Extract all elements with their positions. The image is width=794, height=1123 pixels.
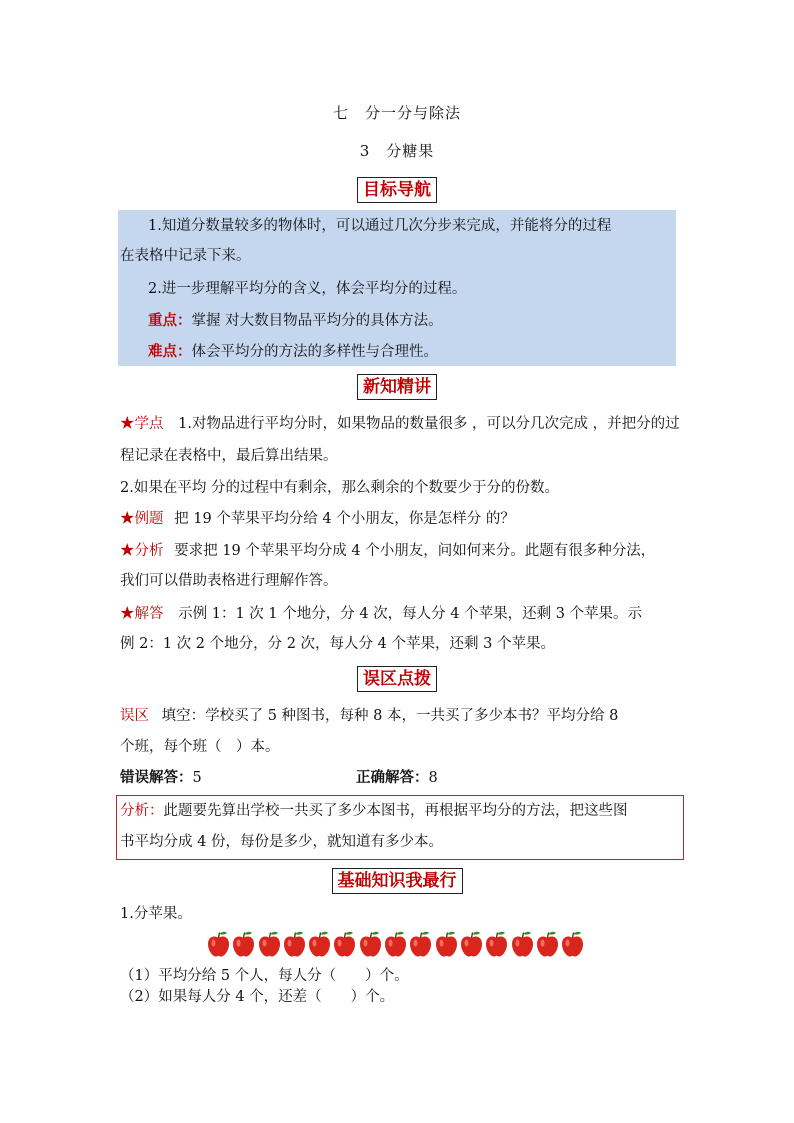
apple-icon: [383, 930, 408, 958]
apple-icon: [459, 930, 484, 958]
wrong-answer: [120, 768, 202, 788]
answer-text-a: 示例 1：1 次 1 个地分，分 4 次，每人分 4 个苹果，还剩 3 个苹果。示: [178, 606, 643, 622]
mistake-question-b: 个班，每个班（ ）本。: [120, 739, 280, 755]
point-line-b: 程记录在表格中，最后算出结果。: [120, 448, 338, 464]
apple-icon: [282, 930, 307, 958]
apple-icon: [510, 930, 535, 958]
right-answer-label: 正确解答：: [356, 769, 429, 786]
basics-heading: [0, 868, 794, 894]
question-1-1: （1）平均分给 5 个人，每人分（ ）个。: [120, 968, 409, 984]
goal-item-1a: 1.知道分数量较多的物体时，可以通过几次分步来完成，并能将分的过程: [148, 218, 612, 234]
mistake-heading-label: 误区点拨: [357, 666, 437, 692]
analysis-line-a: [120, 541, 655, 561]
apple-icon: [307, 930, 332, 958]
goal-key-text: 掌握 对大数目物品平均分的具体方法。: [191, 313, 443, 329]
basics-heading-label: 基础知识我最行: [332, 868, 463, 894]
goal-key: [148, 311, 443, 331]
apple-row: [206, 930, 585, 960]
right-answer-value: 8: [428, 770, 438, 786]
apple-icon: [535, 930, 560, 958]
mistake-question-text-a: 填空：学校买了 5 种图书，每种 8 本，一共买了多少本书？平均分给 8: [161, 708, 619, 724]
point-line-2: 2.如果在平均 分的过程中有剩余，那么剩余的个数要少于分的份数。: [120, 480, 559, 496]
point-label: 学点: [134, 416, 164, 432]
example-label: 例题: [134, 511, 164, 527]
point-line-a: [120, 414, 680, 434]
example-text: 把 19 个苹果平均分给 4 个小朋友，你是怎样分 的？: [174, 511, 515, 527]
mistake-analysis-text-a: 此题要先算出学校一共买了多少本图书，再根据平均分的方法，把这些图: [163, 803, 628, 819]
unit-title: 七 分一分与除法: [332, 104, 461, 122]
apple-icon: [257, 930, 282, 958]
goal-item-1b: 在表格中记录下来。: [120, 248, 251, 264]
star-icon: ★: [120, 606, 135, 622]
question-1-2: （2）如果每人分 4 个，还差（ ）个。: [120, 989, 395, 1005]
apple-icon: [560, 930, 585, 958]
star-icon: ★: [120, 511, 135, 527]
wrong-answer-value: 5: [192, 770, 202, 786]
goals-heading-label: 目标导航: [357, 177, 437, 203]
answer-line-a: [120, 604, 642, 624]
mistake-label: 误区: [120, 708, 149, 724]
lesson-title: 3 分糖果: [359, 142, 435, 160]
answer-line-b: 例 2：1 次 2 个地分，分 2 次，每人分 4 个苹果，还剩 3 个苹果。: [120, 636, 555, 652]
goal-item-2: 2.进一步理解平均分的含义，体会平均分的过程。: [148, 281, 467, 297]
point-text-a: 1.对物品进行平均分时，如果物品的数量很多 ，可以分几次完成 ，并把分的过: [178, 416, 680, 432]
example-line: [120, 509, 515, 529]
apple-icon: [358, 930, 383, 958]
apple-icon: [434, 930, 459, 958]
mistake-question-a: [120, 706, 618, 726]
answer-label: 解答: [134, 606, 164, 622]
apple-icon: [332, 930, 357, 958]
mistake-heading: [0, 666, 794, 692]
wrong-answer-label: 错误解答：: [120, 769, 193, 786]
goal-diff-text: 体会平均分的方法的多样性与合理性。: [191, 344, 438, 360]
apple-icon: [408, 930, 433, 958]
goal-key-label: 重点：: [148, 312, 192, 329]
lecture-heading: [0, 374, 794, 400]
goals-heading: [0, 177, 794, 203]
mistake-analysis-label: 分析：: [120, 803, 164, 819]
question-1-title: 1.分苹果。: [120, 906, 192, 922]
apple-icon: [206, 930, 231, 958]
goal-diff-label: 难点：: [148, 343, 192, 360]
apple-icon: [231, 930, 256, 958]
analysis-line-b: 我们可以借助表格进行理解作答。: [120, 573, 338, 589]
mistake-analysis-b: 书平均分成 4 份，每份是多少，就知道有多少本。: [120, 834, 443, 850]
right-answer: [356, 768, 438, 788]
goal-difficulty: [148, 342, 438, 362]
star-icon: ★: [120, 543, 135, 559]
analysis-text-a: 要求把 19 个苹果平均分成 4 个小朋友，问如何来分。此题有很多种分法，: [174, 543, 656, 559]
apple-icon: [484, 930, 509, 958]
analysis-label: 分析: [134, 543, 164, 559]
mistake-analysis-a: [120, 801, 628, 821]
star-icon: ★: [120, 416, 135, 432]
lecture-heading-label: 新知精讲: [357, 374, 437, 400]
